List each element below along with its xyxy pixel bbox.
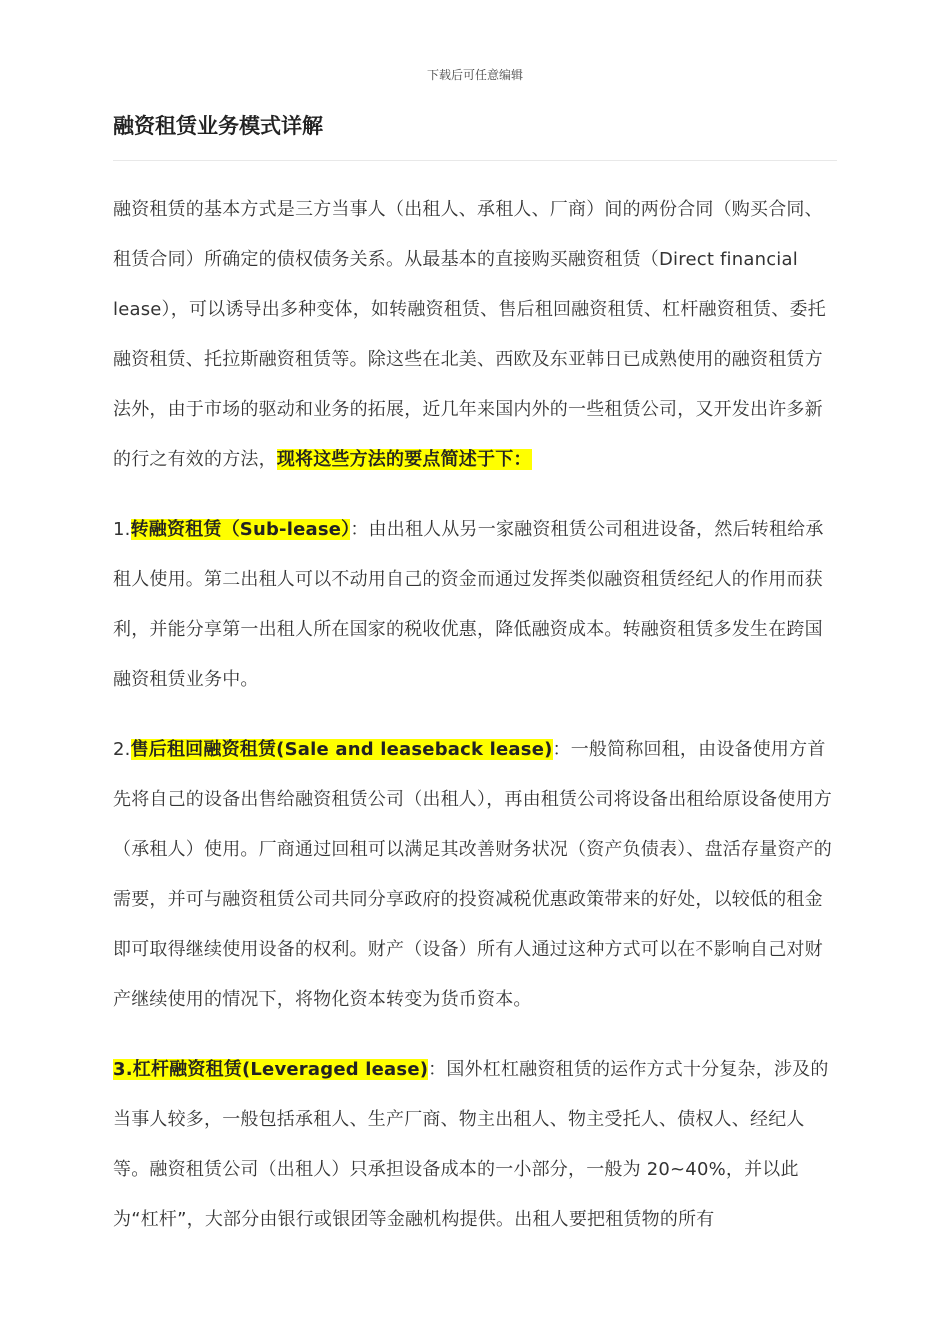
item-2-term: 售后租回融资租赁(Sale and leaseback lease) — [130, 739, 553, 760]
intro-paragraph — [113, 185, 837, 485]
article-body — [113, 185, 837, 1265]
item-3-term: 3.杠杆融资租赁(Leveraged lease) — [113, 1059, 429, 1080]
item-2-text: ：一般简称回租，由设备使用方首先将自己的设备出售给融资租赁公司（出租人），再由租赁公司将设备出租给原设备使用方（承租人）使用。厂商通过回租可以满足其改善财务状况（资产负债表）、盘活存量资产的需要，并可与融资租赁公司共同分享政府的投资减税优惠政策带来的好处，以较低的租金即可取得继续使用设备的权利。财产（设备）所有人通过这种方式可以在不影响自己对财产继续使用的情况下，将物化资本转变为货币资本。 — [113, 739, 832, 1010]
item-1-term: 转融资租赁（Sub-lease） — [130, 519, 351, 540]
page-title: 融资租赁业务模式详解 — [113, 114, 323, 138]
item-1-paragraph — [113, 505, 837, 705]
item-3-paragraph — [113, 1045, 837, 1245]
item-2-number: 2. — [113, 739, 131, 760]
item-1-text: ：由出租人从另一家融资租赁公司租进设备，然后转租给承租人使用。第二出租人可以不动用自己的资金而通过发挥类似融资租赁经纪人的作用而获利，并能分享第一出租人所在国家的税收优惠，降低融资成本。转融资租赁多发生在跨国融资租赁业务中。 — [113, 519, 824, 690]
item-2-paragraph — [113, 725, 837, 1025]
item-3-text: ：国外杠杠融资租赁的运作方式十分复杂，涉及的当事人较多，一般包括承租人、生产厂商、物主出租人、物主受托人、债权人、经纪人等。融资租赁公司（出租人）只承担设备成本的一小部分，一般为 20~40%，并以此为“杠杆”，大部分由银行或银团等金融机构提供。出租人要把租赁物的所有 — [113, 1059, 829, 1230]
title-divider — [113, 160, 837, 161]
intro-text: 融资租赁的基本方式是三方当事人（出租人、承租人、厂商）间的两份合同（购买合同、租赁合同）所确定的债权债务关系。从最基本的直接购买融资租赁（Direct financial lease），可以诱导出多种变体，如转融资租赁、售后租回融资租赁、杠杆融资租赁、委托融资租赁、托拉斯融资租赁等。除这些在北美、西欧及东亚韩日已成熟使用的融资租赁方法外，由于市场的驱动和业务的拓展，近几年来国内外的一些租赁公司，又开发出许多新的行之有效的方法， — [113, 199, 826, 470]
item-1-number: 1. — [113, 519, 131, 540]
intro-highlight: 现将这些方法的要点简述于下： — [276, 449, 532, 470]
header-note: 下载后可任意编辑 — [426, 68, 523, 82]
